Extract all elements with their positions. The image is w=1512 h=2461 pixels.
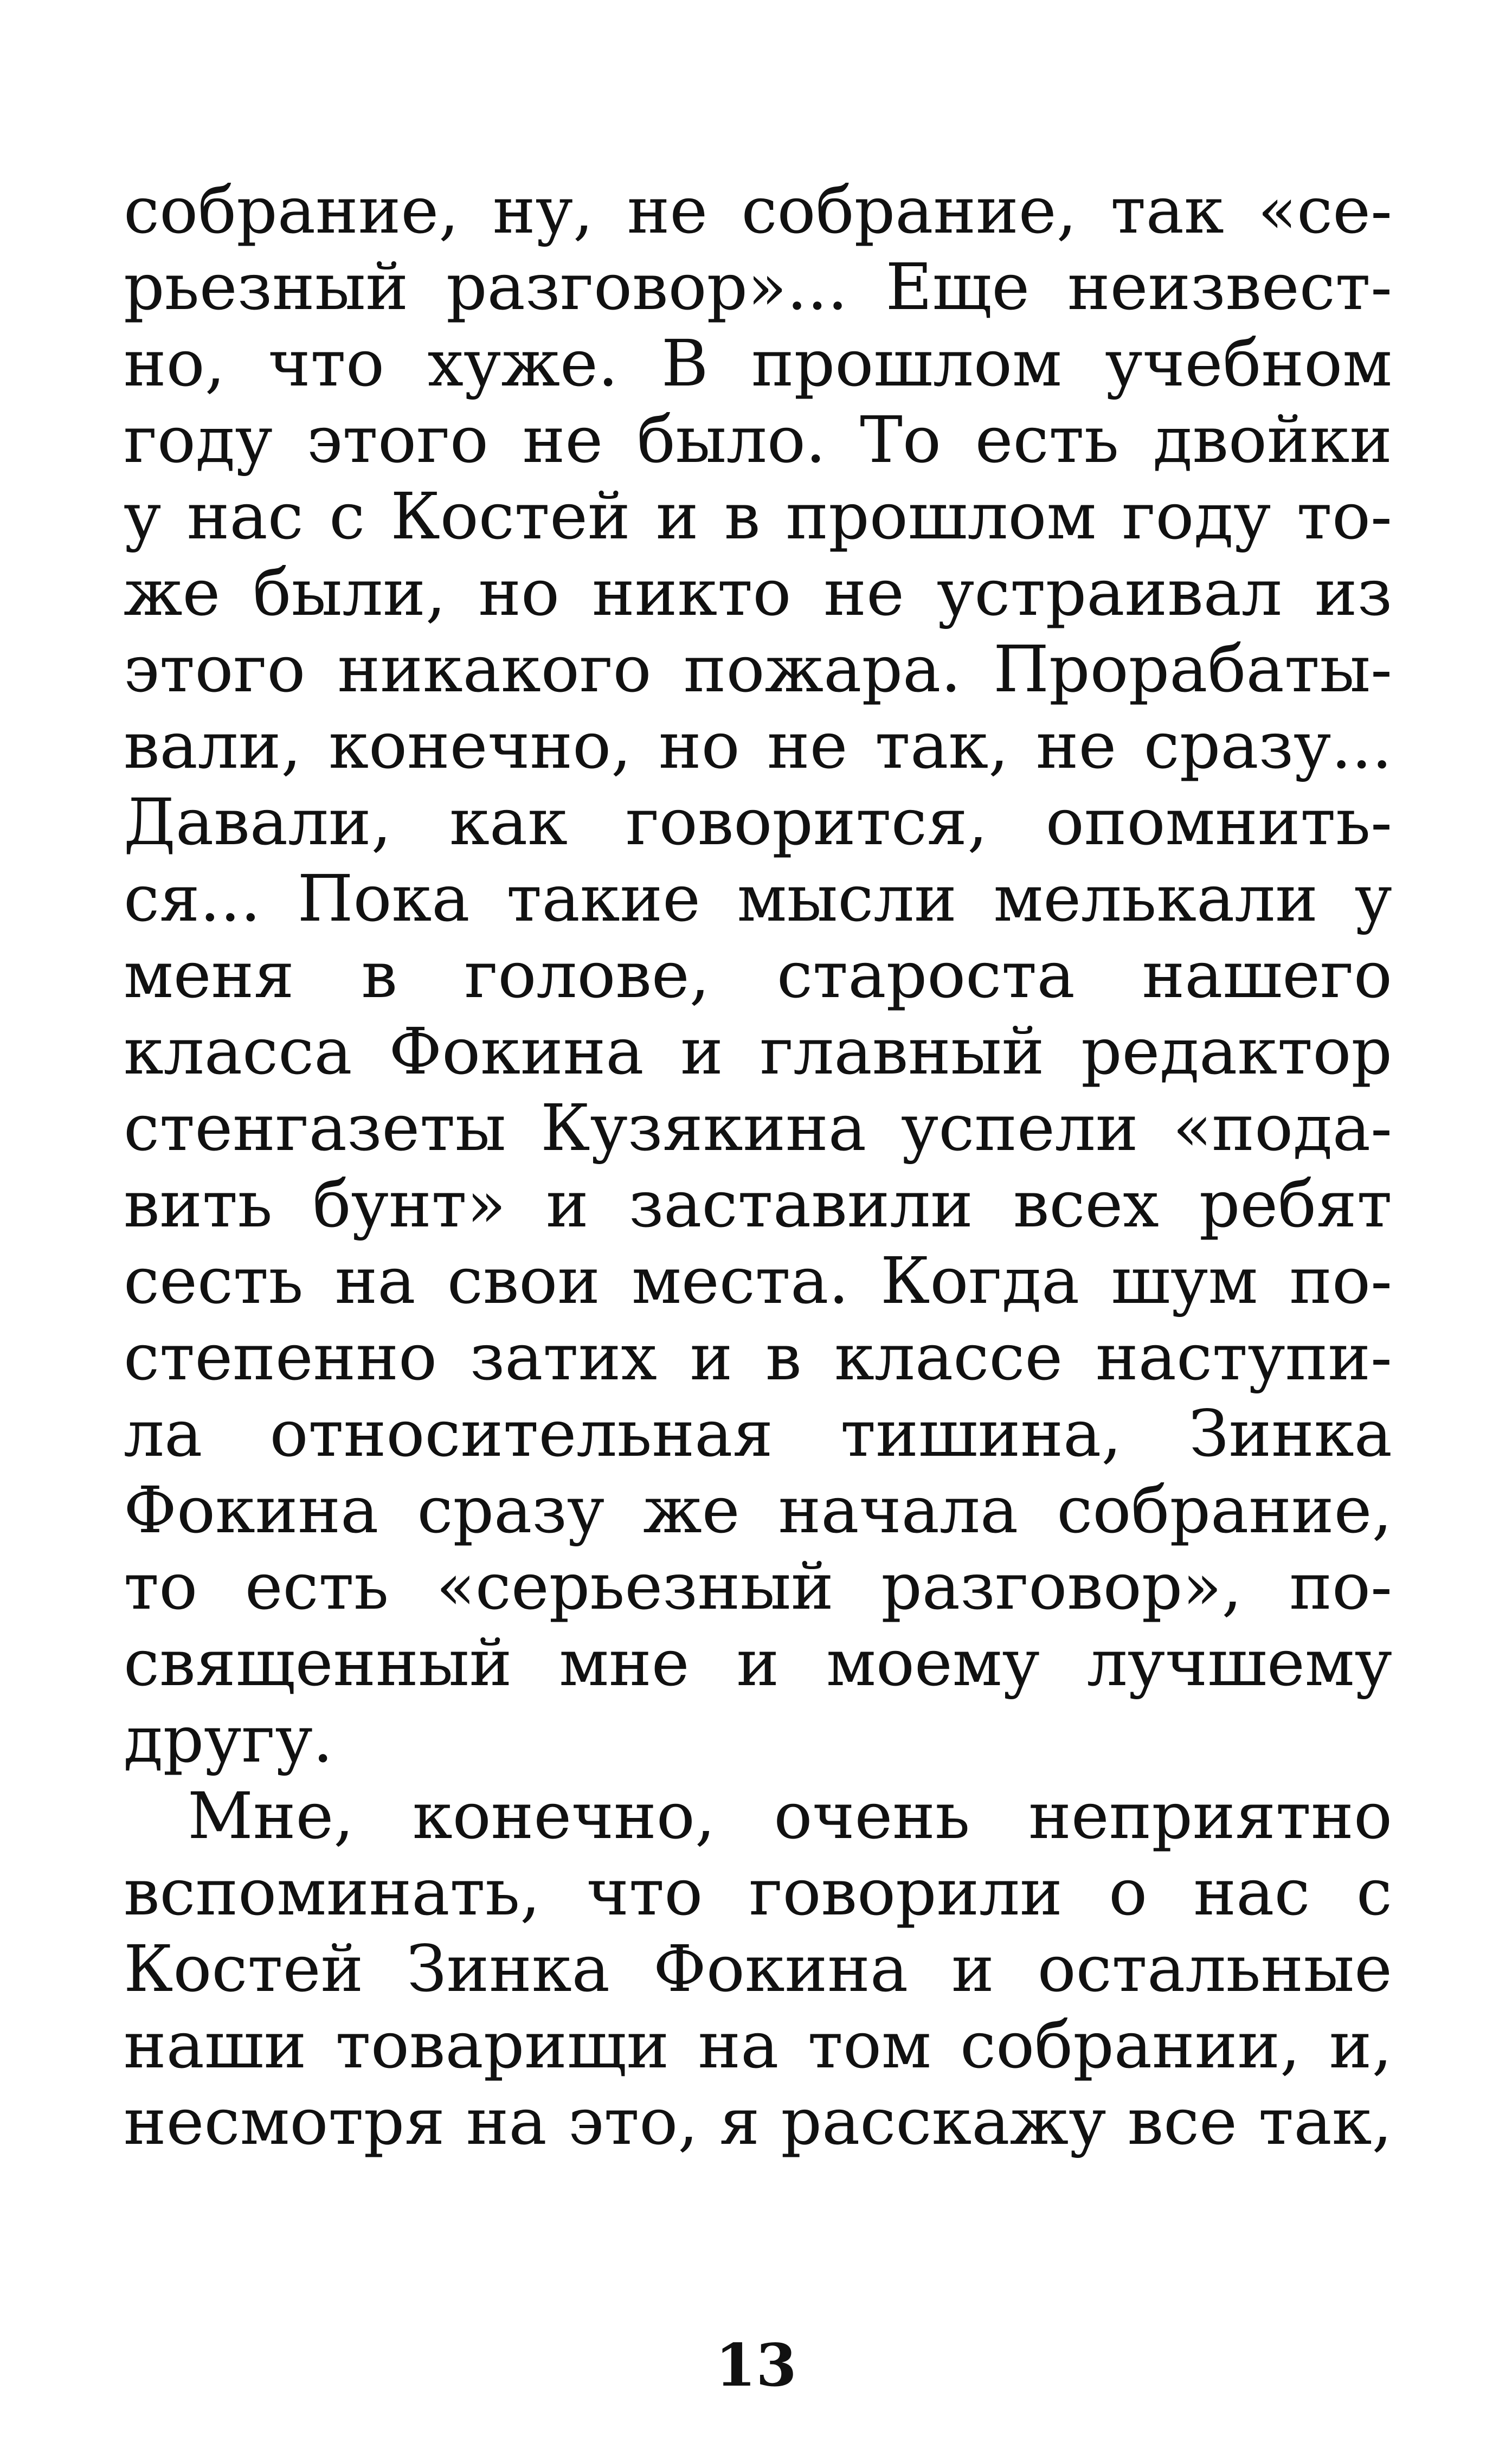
word: сразу (417, 1473, 605, 1547)
word: очень (774, 1778, 970, 1853)
word: у (1354, 861, 1392, 936)
text-line (124, 1778, 1392, 1854)
word: вить (124, 1167, 273, 1242)
word: было. (636, 402, 826, 477)
word: с (329, 479, 365, 554)
word: собрание, (1057, 1473, 1392, 1547)
word: и (680, 1014, 723, 1089)
word: священный (124, 1625, 512, 1700)
word: но (658, 708, 740, 783)
word: сесть (124, 1243, 304, 1318)
word: Костей (124, 1931, 364, 2006)
word: конечно, (329, 708, 632, 783)
word: «се- (1257, 173, 1392, 248)
text-line (124, 784, 1392, 860)
word: собрание, (124, 173, 459, 248)
word: хуже. (427, 326, 619, 401)
word: относительная (269, 1396, 773, 1471)
word: вали, (124, 708, 301, 783)
word: том (807, 2008, 931, 2083)
word: так, (1258, 2084, 1392, 2159)
word: класса (124, 1014, 352, 1089)
word: то- (1296, 479, 1392, 554)
word: ребят (1199, 1167, 1392, 1242)
word: собрание, (741, 173, 1077, 248)
word: как (449, 785, 568, 859)
word: разговор», (881, 1549, 1243, 1624)
word: свои (447, 1243, 600, 1318)
word: году (1122, 479, 1271, 554)
word: В (661, 326, 709, 401)
word: голове, (464, 937, 710, 1012)
text-line (124, 249, 1392, 325)
text-line (124, 708, 1392, 784)
word: устраивал (936, 555, 1282, 630)
word: так (1110, 173, 1224, 248)
word: говорили (749, 1855, 1063, 1930)
word: рьезный (124, 249, 409, 324)
word: тишина, (840, 1396, 1122, 1471)
word: всех (1013, 1167, 1159, 1242)
word: конечно, (412, 1778, 716, 1853)
word: же (124, 555, 221, 630)
word: и, (1329, 2008, 1392, 2083)
text-line (124, 478, 1392, 555)
text-line (124, 1701, 1392, 1778)
word: степенно (124, 1320, 437, 1395)
word: что (268, 326, 385, 401)
word: классе (834, 1320, 1063, 1395)
word: Давали, (124, 785, 392, 859)
word: говорится, (625, 785, 988, 859)
word: не (823, 555, 904, 630)
word: нас (186, 479, 304, 554)
word: места. (632, 1243, 849, 1318)
word: прошлом (751, 326, 1062, 401)
text-line (124, 1090, 1392, 1166)
word: так, (874, 708, 1009, 783)
word: Зинка (407, 1931, 610, 2006)
text-line (124, 1166, 1392, 1243)
word: разговор»... (446, 249, 848, 324)
word: учебном (1105, 326, 1392, 401)
text-line (124, 325, 1392, 402)
word: опомнить- (1045, 785, 1392, 859)
word: но, (124, 326, 226, 401)
word: что (586, 1855, 703, 1930)
word: пожара. (683, 632, 961, 706)
word: вспоминать, (124, 1855, 541, 1930)
word: есть (975, 402, 1119, 477)
word: и (736, 1625, 780, 1700)
word: Прорабаты- (993, 632, 1392, 706)
text-line (124, 1548, 1392, 1625)
word: Фокина (389, 1014, 644, 1089)
word: староста (776, 937, 1075, 1012)
word: на (698, 2008, 779, 2083)
word: успели (900, 1090, 1138, 1165)
word: начала (778, 1473, 1019, 1547)
word: и (655, 479, 699, 554)
text-line (124, 1625, 1392, 1701)
word: стенгазеты (124, 1090, 506, 1165)
body-text (124, 172, 1392, 2160)
word: несмотря (124, 2084, 445, 2159)
word: двойки (1153, 402, 1392, 477)
word: из (1314, 555, 1392, 630)
word: не (767, 708, 848, 783)
word: затих (469, 1320, 657, 1395)
word: есть (245, 1549, 389, 1624)
word: это, (568, 2084, 698, 2159)
text-line (124, 1243, 1392, 1319)
word: То (860, 402, 941, 477)
text-line (124, 402, 1392, 478)
text-line (124, 555, 1392, 631)
word: редактор (1080, 1014, 1392, 1089)
text-line (124, 1013, 1392, 1090)
word: Зинка (1189, 1396, 1392, 1471)
word: у (124, 479, 162, 554)
word: этого (306, 402, 488, 477)
word: сразу... (1143, 708, 1392, 783)
word: моему (826, 1625, 1040, 1700)
text-line (124, 1396, 1392, 1472)
text-line (124, 2084, 1392, 2160)
text-line (124, 1854, 1392, 1931)
word: в (724, 479, 761, 554)
page-number: 13 (715, 2331, 797, 2400)
word: прошлом (786, 479, 1097, 554)
text-line (124, 937, 1392, 1013)
word: остальные (1037, 1931, 1392, 2006)
word: то (124, 1549, 198, 1624)
word: «серьезный (436, 1549, 834, 1624)
word: неприятно (1028, 1778, 1392, 1853)
word: по- (1289, 1549, 1392, 1624)
word: все (1127, 2084, 1237, 2159)
word: другу. (124, 1702, 333, 1777)
word: Мне, (188, 1778, 354, 1853)
word: были, (253, 555, 446, 630)
word: на (466, 2084, 547, 2159)
word: этого (124, 632, 306, 706)
word: не (522, 402, 603, 477)
word: Кузякина (541, 1090, 867, 1165)
word: собрании, (960, 2008, 1301, 2083)
word: главный (760, 1014, 1045, 1089)
word: шум (1111, 1243, 1258, 1318)
word: бунт» (312, 1167, 506, 1242)
word: ну, (492, 173, 594, 248)
word: с (1356, 1855, 1392, 1930)
text-line (124, 172, 1392, 249)
word: я (719, 2084, 760, 2159)
word: ла (124, 1396, 203, 1471)
word: никто (592, 555, 792, 630)
word: меня (124, 937, 294, 1012)
word: товарищи (335, 2008, 670, 2083)
word: нас (1193, 1855, 1310, 1930)
word: никакого (337, 632, 652, 706)
word: мелькали (993, 861, 1318, 936)
word: но (478, 555, 560, 630)
word: мне (559, 1625, 690, 1700)
word: наши (124, 2008, 307, 2083)
word: неизвест- (1067, 249, 1392, 324)
word: Пока (297, 861, 470, 936)
text-line (124, 860, 1392, 937)
word: не (627, 173, 708, 248)
text-line (124, 631, 1392, 708)
word: же (643, 1473, 740, 1547)
text-line (124, 2007, 1392, 2084)
word: нашего (1142, 937, 1392, 1012)
text-line (124, 1472, 1392, 1548)
word: о (1109, 1855, 1148, 1930)
word: по- (1289, 1243, 1392, 1318)
word: «пода- (1173, 1090, 1392, 1165)
word: лучшему (1086, 1625, 1392, 1700)
word: ся... (124, 861, 261, 936)
word: заставили (628, 1167, 973, 1242)
word: и (690, 1320, 733, 1395)
word: Костей (390, 479, 630, 554)
word: Фокина (653, 1931, 909, 2006)
word: наступи- (1095, 1320, 1392, 1395)
text-line (124, 1931, 1392, 2007)
word: Фокина (124, 1473, 379, 1547)
word: Когда (880, 1243, 1080, 1318)
word: расскажу (781, 2084, 1106, 2159)
word: на (334, 1243, 416, 1318)
word: в (361, 937, 397, 1012)
word: в (765, 1320, 802, 1395)
word: не (1035, 708, 1117, 783)
word: году (124, 402, 273, 477)
word: и (951, 1931, 994, 2006)
text-line (124, 1319, 1392, 1396)
word: мысли (737, 861, 957, 936)
word: Еще (885, 249, 1030, 324)
word: такие (506, 861, 701, 936)
word: и (546, 1167, 589, 1242)
